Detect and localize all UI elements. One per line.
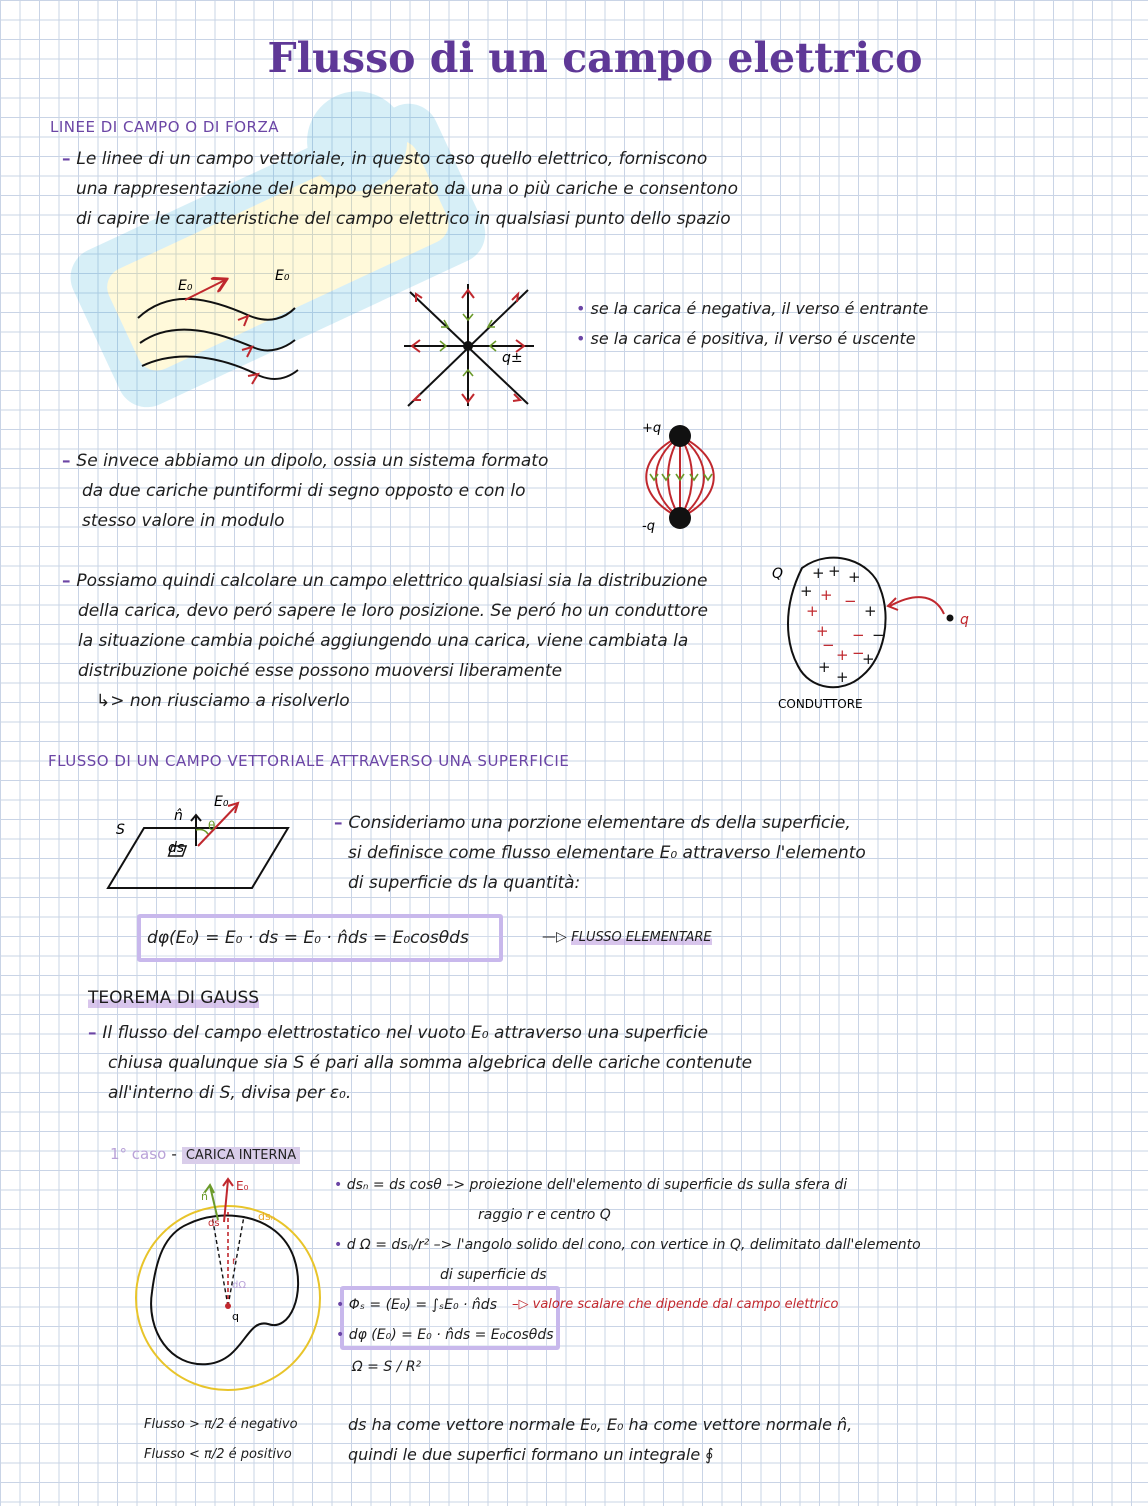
svg-text:−: − xyxy=(852,626,865,644)
page-title: Flusso di un campo elettrico xyxy=(267,34,923,82)
sphere-e-label: E₀ xyxy=(236,1179,249,1193)
svg-text:−: − xyxy=(844,592,857,610)
distribuzione-line-4: distribuzione poiché esse possono muoversi liberamente xyxy=(78,661,563,681)
field-arrowhead xyxy=(242,347,252,357)
linee-line-2: una rappresentazione del campo generato da una o più cariche e consentono xyxy=(76,179,738,199)
dipole-plus-label: +q xyxy=(642,421,662,436)
flux-formula-arrow: —▷ xyxy=(542,929,567,945)
radial-charge-diagram xyxy=(400,282,540,412)
gauss-line-2: chiusa qualunque sia S é pari alla somma algebrica delle cariche contenute xyxy=(108,1053,753,1073)
case-bullet-1: • dsₙ = ds cosθ –> proiezione dell'elemento di superficie ds sulla sfera di xyxy=(334,1177,848,1193)
svg-text:−: − xyxy=(852,644,865,662)
case-bullet-3: • Φₛ = (E₀) = ∫ₛE₀ · n̂ds xyxy=(336,1297,497,1313)
closing-paragraph xyxy=(348,1410,852,1470)
surface-s-label: S xyxy=(116,822,125,838)
sphere-dsn-label: dsₙ xyxy=(258,1210,276,1223)
case-omega: Ω = S / R² xyxy=(352,1359,422,1375)
flux-formula-label: FLUSSO ELEMENTARE xyxy=(571,930,712,945)
gauss-heading-text: TEOREMA DI GAUSS xyxy=(88,988,260,1008)
field-arrowhead xyxy=(238,316,248,326)
conductor-q-big: Q xyxy=(772,566,784,582)
svg-text:+: + xyxy=(816,622,829,640)
section-heading-flusso: FLUSSO DI UN CAMPO VETTORIALE ATTRAVERSO UNA SUPERFICIE xyxy=(48,752,570,770)
dipolo-line-3: stesso valore in modulo xyxy=(82,511,285,531)
svg-text:+: + xyxy=(800,582,813,600)
surface-ds-label: ds xyxy=(168,840,185,856)
linee-line-3: di capire le caratteristiche del campo elettrico in qualsiasi punto dello spazio xyxy=(76,209,731,229)
svg-text:+: + xyxy=(836,646,849,664)
surface-e-label: E₀ xyxy=(214,794,229,810)
svg-text:−: − xyxy=(872,626,885,644)
flux-formula: dφ(E₀) = E₀ · ds = E₀ · n̂ds = E₀cosθds xyxy=(147,928,469,948)
field-line xyxy=(140,330,295,351)
section-heading-linee: LINEE DI CAMPO O DI FORZA xyxy=(50,118,279,136)
case-bullet-4: • dφ (E₀) = E₀ · n̂ds = E₀cosθds xyxy=(336,1327,554,1343)
field-line xyxy=(138,299,295,320)
case-inner-label: CARICA INTERNA xyxy=(182,1147,300,1164)
field-label-e0-2: E₀ xyxy=(275,268,290,284)
gauss-sphere-diagram xyxy=(128,1172,328,1402)
dipole-diagram xyxy=(640,418,730,538)
sphere-ds-label: ds xyxy=(208,1218,220,1229)
svg-text:+: + xyxy=(812,564,825,582)
distribuzione-line-2: della carica, devo peró sapere le loro posizione. Se peró ho un conduttore xyxy=(78,601,708,621)
dipolo-paragraph: – Se invece abbiamo un dipolo, ossia un sistema formato da due cariche puntiformi di segno opposto e con lo stesso valore in modulo xyxy=(62,446,548,536)
conductor-label: conduttore xyxy=(778,697,863,711)
field-arrowhead xyxy=(248,374,258,384)
gauss-paragraph: – Il flusso del campo elettrostatico nel vuoto E₀ attraverso una superficie chiusa qualunque sia S é pari alla somma algebrica delle cariche contenute all'interno di S, divisa per ε₀. xyxy=(88,1018,752,1108)
case-bullet-2: • d Ω = dsₙ/r² –> l'angolo solido del cono, con vertice in Q, delimitato dall'elemento xyxy=(334,1237,921,1253)
svg-text:+: + xyxy=(820,586,833,604)
linee-line-1: Le linee di un campo vettoriale, in questo caso quello elettrico, forniscono xyxy=(76,149,708,169)
closing-line-2: quindi le due superfici formano un integrale ∮ xyxy=(348,1445,714,1464)
field-lines-diagram xyxy=(130,258,310,388)
svg-text:+: + xyxy=(818,658,831,676)
gauss-line-1: Il flusso del campo elettrostatico nel vuoto E₀ attraverso una superficie xyxy=(102,1023,709,1043)
field-label-e0: E₀ xyxy=(178,278,193,294)
flusso-line-1: Consideriamo una porzione elementare ds della superficie, xyxy=(348,813,851,833)
case-bullet-3-text: Φₛ = (E₀) = ∫ₛE₀ · n̂ds xyxy=(348,1297,497,1313)
sphere-domega-label: dΩ xyxy=(232,1280,246,1291)
svg-text:−: − xyxy=(822,636,835,654)
sphere-r-label: r xyxy=(232,1256,237,1267)
svg-text:+: + xyxy=(848,568,861,586)
case-red-note: –▷ valore scalare che dipende dal campo elettrico xyxy=(512,1297,839,1312)
gauss-line-3: all'interno di S, divisa per ε₀. xyxy=(108,1083,352,1103)
svg-text:+: + xyxy=(864,602,877,620)
distribuzione-line-1: Possiamo quindi calcolare un campo elettrico qualsiasi sia la distribuzione xyxy=(76,571,708,591)
case-continuation-1: raggio r e centro Q xyxy=(478,1207,611,1223)
svg-text:+: + xyxy=(836,668,849,686)
svg-text:+: + xyxy=(828,562,841,580)
surface-theta-label: θ xyxy=(208,819,216,833)
case-continuation-2: di superficie ds xyxy=(440,1267,547,1283)
flusso-paragraph: – Consideriamo una porzione elementare ds della superficie, si definisce come flusso elementare E₀ attraverso l'elemento di superficie ds la quantità: xyxy=(334,808,866,898)
flux-formula-box xyxy=(137,914,503,962)
flusso-line-2: si definisce come flusso elementare E₀ attraverso l'elemento xyxy=(348,843,866,863)
svg-text:+: + xyxy=(806,602,819,620)
charge-label: q± xyxy=(502,350,523,366)
case-bullet-1-text: dsₙ = ds cosθ –> proiezione dell'elemento di superficie ds sulla sfera di xyxy=(346,1177,848,1193)
case-heading xyxy=(110,1144,300,1163)
distribuzione-arrow: ↳> xyxy=(96,691,125,711)
flux-negative-note: Flusso > π/2 é negativo xyxy=(144,1417,298,1432)
surface-n-label: n̂ xyxy=(174,808,183,824)
distribuzione-line-3: la situazione cambia poiché aggiungendo una carica, viene cambiata la xyxy=(78,631,689,651)
field-line xyxy=(142,357,298,379)
dipolo-line-2: da due cariche puntiformi di segno opposto e con lo xyxy=(82,481,526,501)
linee-paragraph: – Le linee di un campo vettoriale, in questo caso quello elettrico, forniscono una rappresentazione del campo generato da una o più cariche e consentono di capire le caratteristiche del campo elettrico in qualsiasi punto dello spazio xyxy=(62,144,738,234)
sphere-n-label: n̂ xyxy=(201,1190,208,1203)
flux-formula-note xyxy=(542,926,712,949)
closing-line-1: ds ha come vettore normale E₀, E₀ ha come vettore normale n̂, xyxy=(348,1415,853,1434)
case-dash: - xyxy=(171,1145,177,1163)
flux-positive-note: Flusso < π/2 é positivo xyxy=(144,1447,292,1462)
dipole-minus-label: -q xyxy=(642,519,655,534)
note-positive: se la carica é positiva, il verso é uscente xyxy=(590,329,916,348)
case-label: 1° caso xyxy=(110,1145,167,1163)
dipolo-line-1: Se invece abbiamo un dipolo, ossia un sistema formato xyxy=(76,451,549,471)
surface-diagram xyxy=(104,786,304,894)
svg-text:+: + xyxy=(862,650,875,668)
conductor-q-small: q xyxy=(960,612,969,628)
note-negative: se la carica é negativa, il verso é entrante xyxy=(590,299,929,318)
distribuzione-paragraph: – Possiamo quindi calcolare un campo elettrico qualsiasi sia la distribuzione della carica, devo peró sapere le loro posizione. Se peró ho un conduttore la situazione cambia poiché aggiungendo una carica, viene cambiata la distribuzione poiché esse possono muoversi liberamente ↳> non riusciamo a risolverlo xyxy=(62,571,708,711)
gauss-heading xyxy=(88,988,259,1008)
conductor-diagram xyxy=(762,548,992,718)
sphere-q-label: q xyxy=(232,1310,239,1323)
distribuzione-line-5: non riusciamo a risolverlo xyxy=(129,691,350,711)
case-bullet-4-text: dφ (E₀) = E₀ · n̂ds = E₀cosθds xyxy=(348,1327,554,1343)
charge-notes: • se la carica é negativa, il verso é entrante • se la carica é positiva, il verso é uscente xyxy=(576,299,929,348)
case-bullet-2-text: d Ω = dsₙ/r² –> l'angolo solido del cono, con vertice in Q, delimitato dall'elemento xyxy=(346,1237,921,1253)
flusso-line-3: di superficie ds la quantità: xyxy=(348,873,581,893)
